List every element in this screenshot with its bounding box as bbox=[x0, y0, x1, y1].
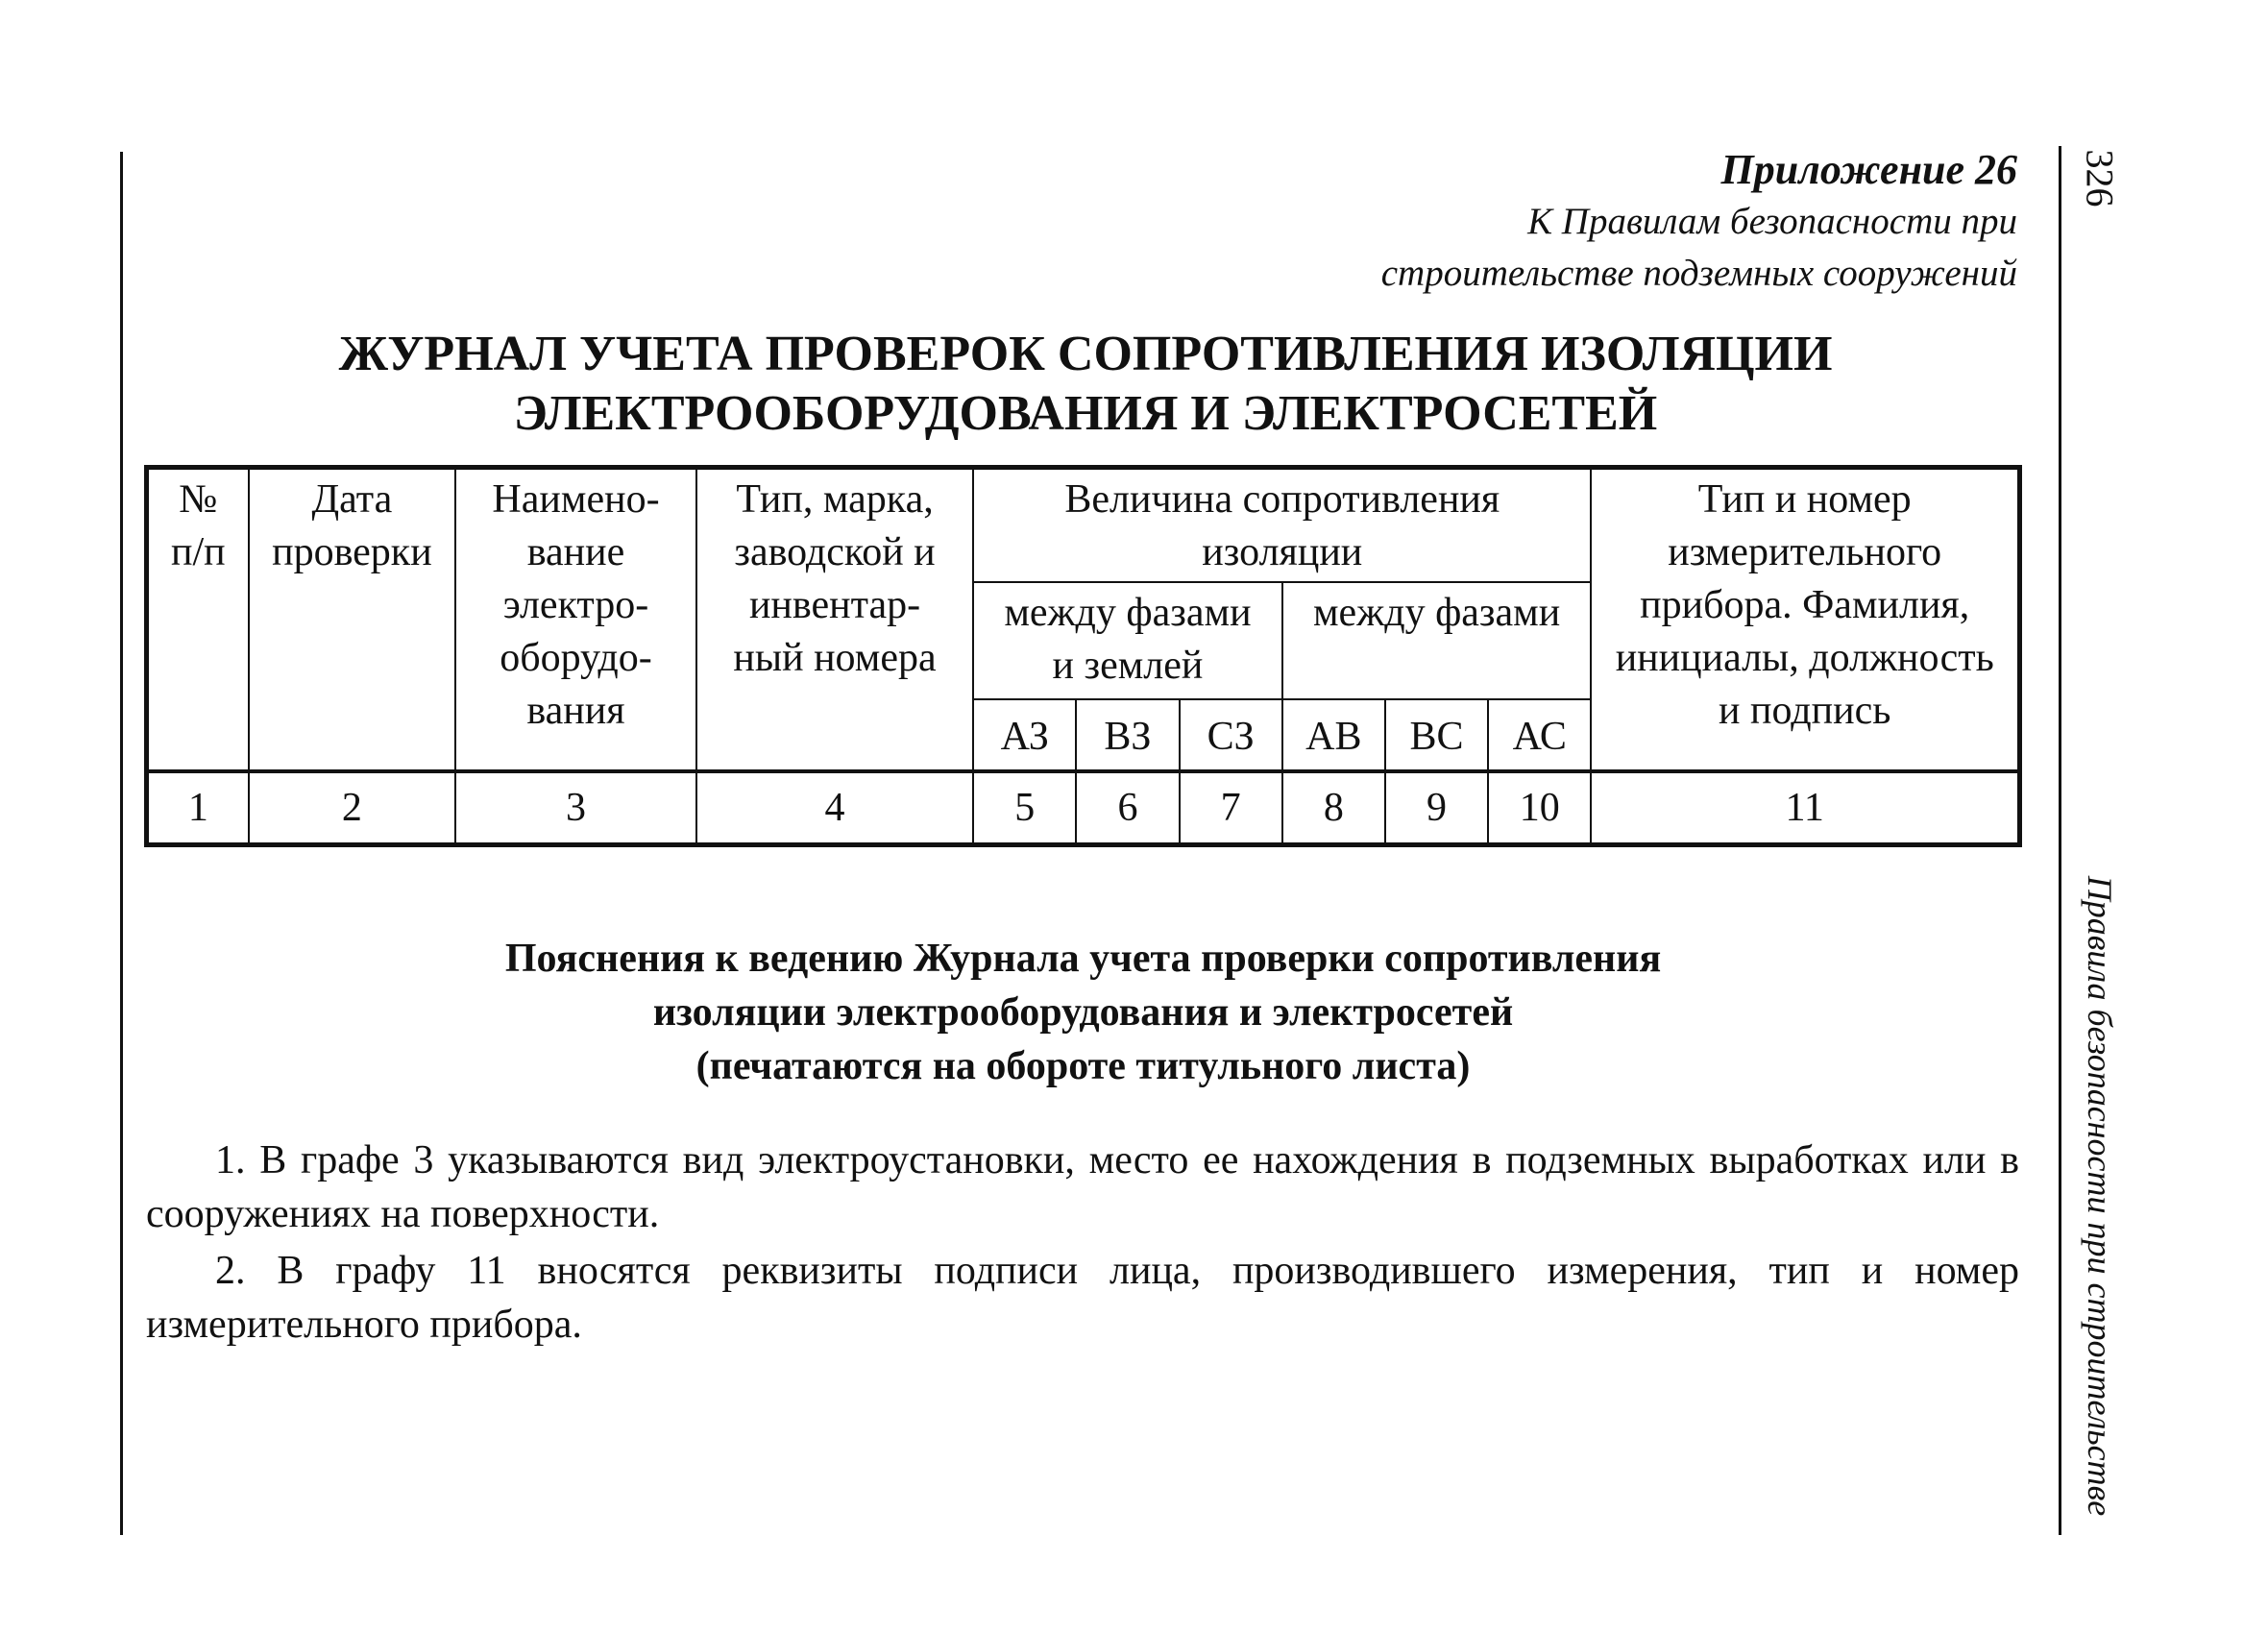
column-number: 2 bbox=[249, 771, 455, 845]
header-type-brand: Тип, марка, заводской и инвентар- ный номера bbox=[696, 468, 973, 772]
column-number: 5 bbox=[973, 771, 1076, 845]
notes-heading-line-3: (печатаются на обороте титульного листа) bbox=[695, 1044, 1471, 1088]
subheader-as: АС bbox=[1488, 699, 1591, 771]
header-instrument: Тип и номер измерительного прибора. Фамилия, инициалы, должность и подпись bbox=[1591, 468, 2019, 772]
column-number: 3 bbox=[455, 771, 696, 845]
subheader-av: АВ bbox=[1282, 699, 1385, 771]
header-phase-phase: между фазами bbox=[1282, 582, 1592, 699]
notes-heading-line-2: изоляции электрооборудования и электросетей bbox=[652, 990, 1514, 1035]
header-date: Дата проверки bbox=[249, 468, 455, 772]
column-number: 1 bbox=[147, 771, 249, 845]
appendix-ref-line-1: К Правилам безопасности при bbox=[1527, 201, 2017, 242]
journal-title-line-2: ЭЛЕКТРООБОРУДОВАНИЯ И ЭЛЕКТРОСЕТЕЙ bbox=[513, 386, 1658, 441]
column-number: 4 bbox=[696, 771, 973, 845]
left-margin-rule bbox=[120, 152, 123, 1535]
subheader-vz: ВЗ bbox=[1076, 699, 1179, 771]
page-number bbox=[2073, 144, 2127, 211]
column-number: 10 bbox=[1488, 771, 1591, 845]
appendix-ref-line-2: строительстве подземных сооружений bbox=[1380, 253, 2017, 294]
header-number: № п/п bbox=[147, 468, 249, 772]
column-number: 6 bbox=[1076, 771, 1179, 845]
running-head bbox=[2073, 865, 2127, 1527]
notes-heading bbox=[144, 932, 2022, 1093]
journal-title bbox=[144, 325, 2027, 444]
column-number-row bbox=[147, 771, 2020, 845]
column-number: 9 bbox=[1385, 771, 1488, 845]
running-head-text: Правила безопасности при строительстве bbox=[2081, 875, 2120, 1517]
note-item-2: 2. В графу 11 вносятся реквизиты подписи лица, производившего измерения, тип и номер измерительного прибора. bbox=[146, 1249, 2019, 1347]
appendix-header bbox=[961, 144, 2017, 300]
journal-title-line-1: ЖУРНАЛ УЧЕТА ПРОВЕРОК СОПРОТИВЛЕНИЯ ИЗОЛЯЦИИ bbox=[338, 327, 1833, 381]
notes-heading-line-1: Пояснения к ведению Журнала учета проверки сопротивления bbox=[504, 937, 1662, 981]
note-item-1: 1. В графе 3 указываются вид электроустановки, место ее нахождения в подземных выработках или в сооружениях на поверхности. bbox=[146, 1138, 2019, 1236]
column-number: 11 bbox=[1591, 771, 2019, 845]
journal-table bbox=[144, 465, 2022, 847]
column-number: 7 bbox=[1180, 771, 1282, 845]
appendix-number: Приложение 26 bbox=[1720, 146, 2017, 193]
subheader-vs: ВС bbox=[1385, 699, 1488, 771]
header-resistance: Величина сопротивления изоляции bbox=[973, 468, 1591, 583]
subheader-az: АЗ bbox=[973, 699, 1076, 771]
subheader-sz: СЗ bbox=[1180, 699, 1282, 771]
page-number-text: 326 bbox=[2078, 149, 2122, 207]
header-phase-ground: между фазами и землей bbox=[973, 582, 1282, 699]
header-equipment-name: Наимено- вание электро- оборудо- вания bbox=[455, 468, 696, 772]
notes-body bbox=[146, 1133, 2019, 1354]
right-margin-rule bbox=[2059, 146, 2061, 1535]
column-number: 8 bbox=[1282, 771, 1385, 845]
